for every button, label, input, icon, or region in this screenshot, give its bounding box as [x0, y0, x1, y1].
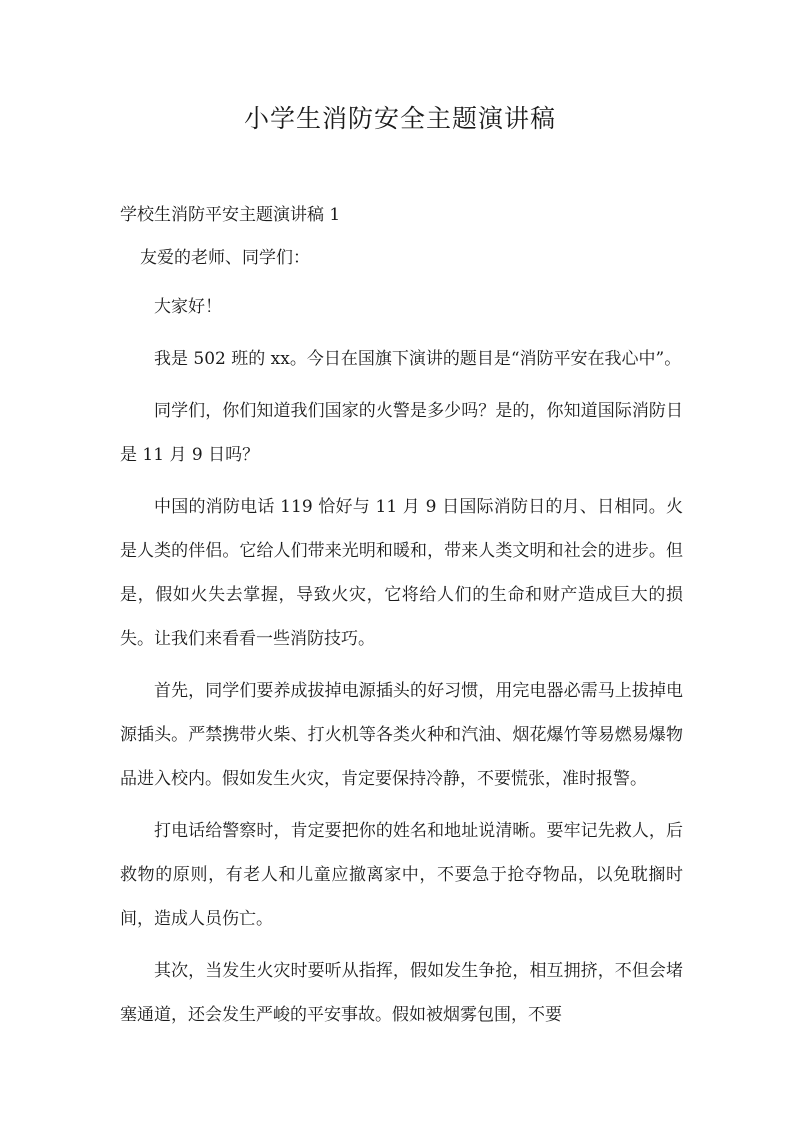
- speech-body: [120, 285, 683, 1045]
- paragraph: 打电话给警察时，肯定要把你的姓名和地址说清晰。要牢记先救人，后救物的原则，有老人和儿童应撤离家中，不要急于抢夺物品，以免耽搁时间，造成人员伤亡。: [120, 821, 683, 929]
- paragraph: 首先，同学们要养成拔掉电源插头的好习惯，用完电器必需马上拔掉电源插头。严禁携带火柴、打火机等各类火种和汽油、烟花爆竹等易燃易爆物品进入校内。假如发生火灾，肯定要保持冷静，不要慌张，准时报警。: [120, 681, 683, 789]
- paragraph: 同学们，你们知道我们国家的火警是多少吗？是的，你知道国际消防日是 11 月 9 日吗？: [120, 401, 683, 465]
- greeting-line: 友爱的老师、同学们：: [140, 248, 310, 268]
- paragraph: 我是 502 班的 xx。今日在国旗下演讲的题目是“消防平安在我心中”。: [154, 349, 682, 369]
- paragraph: 其次，当发生火灾时要听从指挥，假如发生争抢，相互拥挤，不但会堵塞通道，还会发生严峻的平安事故。假如被烟雾包围，不要: [120, 961, 683, 1025]
- document-subtitle: 学校生消防平安主题演讲稿 1: [120, 205, 341, 225]
- paragraph: 中国的消防电话 119 恰好与 11 月 9 日国际消防日的月、日相同。火是人类的伴侣。它给人们带来光明和暖和，带来人类文明和社会的进步。但是，假如火失去掌握，导致火灾，它将给人们的生命和财产造成巨大的损失。让我们来看看一些消防技巧。: [120, 497, 683, 649]
- document-title: 小学生消防安全主题演讲稿: [243, 104, 556, 133]
- paragraph: 大家好！: [154, 297, 222, 317]
